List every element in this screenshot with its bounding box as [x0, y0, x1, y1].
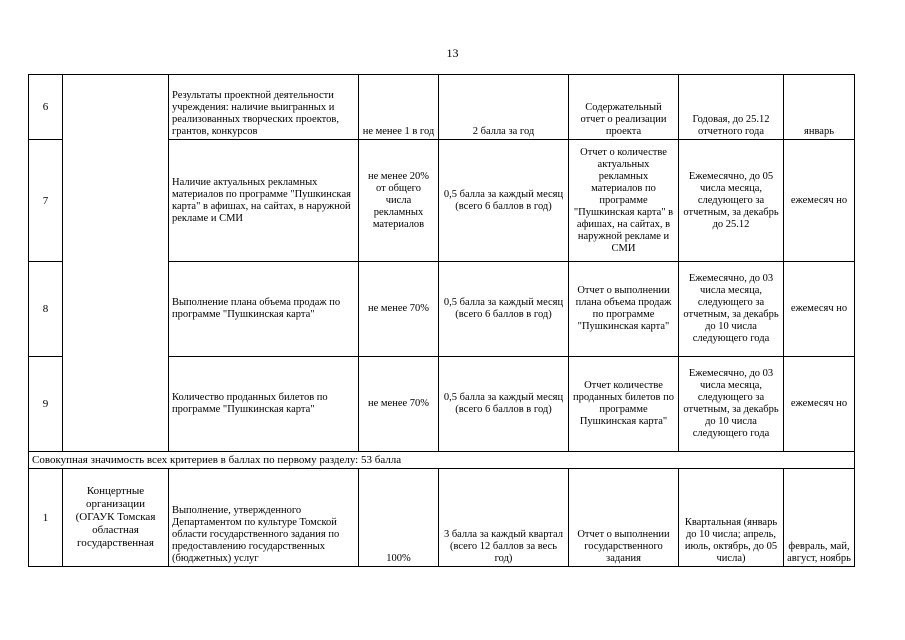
score-cell: 2 балла за год: [439, 75, 569, 140]
deadline-cell: Квартальная (январь до 10 числа; апрель, июль, октябрь, до 05 числа): [679, 469, 784, 567]
deadline-cell: Ежемесячно, до 05 числа месяца, следующего за отчетным, за декабрь до 25.12: [679, 140, 784, 262]
criteria-table: [28, 74, 855, 567]
period-cell: ежемесяч но: [784, 357, 855, 452]
criterion-cell: Наличие актуальных рекламных материалов по программе "Пушкинская карта" в афишах, на сайтах, в наружной рекламе и СМИ: [169, 140, 359, 262]
report-cell: Отчет количестве проданных билетов по программе Пушкинская карта": [569, 357, 679, 452]
norm-cell: 100%: [359, 469, 439, 567]
period-cell: январь: [784, 75, 855, 140]
score-cell: 0,5 балла за каждый месяц (всего 6 баллов в год): [439, 357, 569, 452]
deadline-cell: Ежемесячно, до 03 числа месяца, следующего за отчетным, за декабрь до 10 числа следующего года: [679, 357, 784, 452]
norm-cell: не менее 1 в год: [359, 75, 439, 140]
report-cell: Отчет о выполнении государственного задания: [569, 469, 679, 567]
row-number: 6: [29, 75, 63, 140]
score-cell: 3 балла за каждый квартал (всего 12 баллов за весь год): [439, 469, 569, 567]
row-number: 1: [29, 469, 63, 567]
row-number: 9: [29, 357, 63, 452]
norm-cell: не менее 70%: [359, 262, 439, 357]
score-cell: 0,5 балла за каждый месяц (всего 6 баллов в год): [439, 262, 569, 357]
page-number: 13: [446, 46, 459, 60]
table-row: [29, 75, 855, 140]
norm-cell: не менее 20% от общего числа рекламных материалов: [359, 140, 439, 262]
report-cell: Содержательный отчет о реализации проекта: [569, 75, 679, 140]
row-number: 7: [29, 140, 63, 262]
report-cell: Отчет о количестве актуальных рекламных материалов по программе "Пушкинская карта" в афишах, на сайтах, в наружной рекламе и СМИ: [569, 140, 679, 262]
report-cell: Отчет о выполнении плана объема продаж по программе "Пушкинская карта": [569, 262, 679, 357]
row-number: 8: [29, 262, 63, 357]
norm-cell: не менее 70%: [359, 357, 439, 452]
criterion-cell: Выполнение, утвержденного Департаментом по культуре Томской области государственного задания по предоставлению государственных (бюджетных) услуг: [169, 469, 359, 567]
criterion-cell: Выполнение плана объема продаж по программе "Пушкинская карта": [169, 262, 359, 357]
deadline-cell: Годовая, до 25.12 отчетного года: [679, 75, 784, 140]
summary-row: [29, 452, 855, 469]
criterion-cell: Результаты проектной деятельности учреждения: наличие выигранных и реализованных творческих проектов, грантов, конкурсов: [169, 75, 359, 140]
table-row: [29, 469, 855, 567]
deadline-cell: Ежемесячно, до 03 числа месяца, следующего за отчетным, за декабрь до 10 числа следующего года: [679, 262, 784, 357]
criterion-cell: Количество проданных билетов по программе "Пушкинская карта": [169, 357, 359, 452]
organization-cell: [63, 75, 169, 452]
organization-cell: Концертные организации (ОГАУК Томская областная государственная: [63, 469, 169, 567]
period-cell: февраль, май, август, ноябрь: [784, 469, 855, 567]
period-cell: ежемесяч но: [784, 140, 855, 262]
period-cell: ежемесяч но: [784, 262, 855, 357]
summary-text: Совокупная значимость всех критериев в баллах по первому разделу: 53 балла: [29, 452, 855, 469]
score-cell: 0,5 балла за каждый месяц (всего 6 баллов в год): [439, 140, 569, 262]
